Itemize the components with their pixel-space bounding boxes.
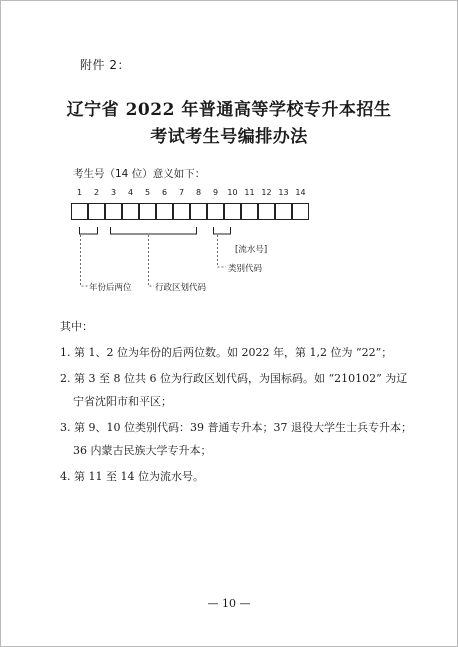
page-number: — 10 —: [207, 597, 251, 610]
year-label: 年份后两位: [89, 283, 132, 293]
serial-number-label: [流水号]: [235, 245, 268, 255]
bracket-region: [111, 227, 197, 234]
digit-position-number: 13: [278, 188, 289, 197]
digit-position-number: 1: [76, 188, 83, 197]
attachment-label: 附件 2：: [80, 58, 130, 72]
document-title-line-1: 辽宁省 2022 年普通高等学校专升本招生: [66, 100, 392, 120]
digit-position-number: 6: [161, 188, 168, 197]
leader-year: [81, 235, 89, 286]
digit-position-number: 11: [244, 188, 255, 197]
leader-category: [218, 235, 227, 267]
intro-text: 考生号（14 位）意义如下：: [73, 168, 206, 180]
region-code-label: 行政区划代码: [155, 283, 207, 293]
digit-position-number: 9: [212, 188, 219, 197]
digit-position-number: 12: [261, 188, 272, 197]
note-item-1: 1. 第 1、2 位为年份的后两位数。如 2022 年，第 1,2 位为 “22”；: [60, 346, 393, 359]
digit-position-number: 5: [144, 188, 151, 197]
bracket-year: [80, 227, 98, 234]
digit-position-number: 8: [195, 188, 202, 197]
document-title-line-2: 考试考生号编排办法: [150, 127, 308, 147]
digit-position-number: 3: [110, 188, 117, 197]
digit-position-number: 10: [227, 188, 238, 197]
note-item-3-continued: 36 内蒙古民族大学专升本；: [73, 444, 212, 457]
note-item-4: 4. 第 11 至 14 位为流水号。: [60, 470, 204, 483]
bracket-category: [214, 227, 231, 234]
note-item-2: 2. 第 3 至 8 位共 6 位为行政区划代码，为国标码。如 “210102” 为辽: [60, 372, 408, 385]
note-item-2-continued: 宁省沈阳市和平区；: [73, 395, 172, 408]
digit-position-number: 4: [127, 188, 134, 197]
digit-position-number: 2: [93, 188, 100, 197]
leader-region: [149, 235, 155, 286]
category-code-label: 类别代码: [228, 264, 263, 274]
digit-position-number: 7: [178, 188, 185, 197]
note-item-3: 3. 第 9、10 位类别代码：39 普通专升本；37 退役大学生士兵专升本；: [60, 421, 412, 434]
digit-position-number: 14: [295, 188, 306, 197]
notes-heading: 其中：: [60, 320, 93, 333]
